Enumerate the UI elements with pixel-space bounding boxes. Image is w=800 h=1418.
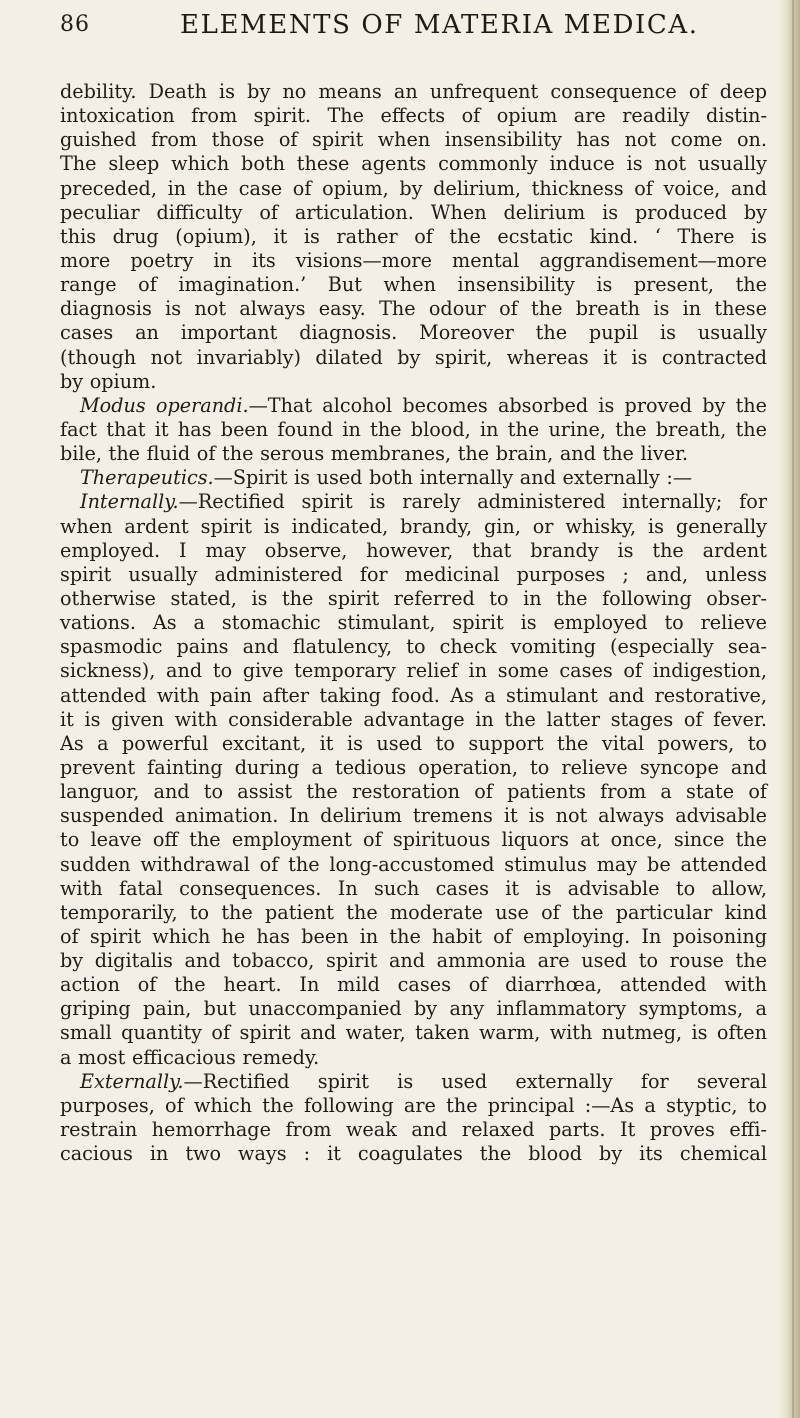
section-heading: Externally. xyxy=(80,1069,184,1093)
text-line xyxy=(60,418,767,442)
line-text: guished from those of spirit when insensibility has not come on. xyxy=(60,128,767,152)
section-heading: Modus operandi. xyxy=(80,393,249,417)
line-text: spasmodic pains and flatulency, to check vomiting (especially sea- xyxy=(60,635,767,659)
running-head: ELEMENTS OF MATERIA MEDICA. xyxy=(180,10,699,40)
line-text: restrain hemorrhage from weak and relaxed parts. It proves effi- xyxy=(60,1118,767,1142)
line-text: As a powerful excitant, it is used to support the vital powers, to xyxy=(60,731,767,755)
line-text: it is given with considerable advantage in the latter stages of fever. xyxy=(60,707,767,731)
text-line xyxy=(60,539,767,563)
text-line xyxy=(60,394,767,418)
text-line xyxy=(60,997,767,1021)
text-line xyxy=(60,297,767,321)
text-line xyxy=(60,1094,767,1118)
page-edge-shadow xyxy=(778,0,800,1418)
line-text: to leave off the employment of spirituous liquors at once, since the xyxy=(60,828,767,852)
line-text: this drug (opium), it is rather of the ecstatic kind. ‘ There is xyxy=(60,224,767,248)
line-text: —Spirit is used both internally and externally :— xyxy=(213,466,693,490)
line-text: spirit usually administered for medicinal purposes ; and, unless xyxy=(60,562,767,586)
line-text: sickness), and to give temporary relief in some cases of indigestion, xyxy=(60,659,767,683)
page-number: 86 xyxy=(60,12,90,37)
line-text: by opium. xyxy=(60,369,157,393)
text-line xyxy=(60,925,767,949)
text-line xyxy=(60,152,767,176)
text-line xyxy=(60,563,767,587)
text-line xyxy=(60,1021,767,1045)
line-text: suspended animation. In delirium tremens it is not always advisable xyxy=(60,804,767,828)
text-line xyxy=(60,321,767,345)
line-text: by digitalis and tobacco, spirit and ammonia are used to rouse the xyxy=(60,949,767,973)
text-line xyxy=(60,177,767,201)
section-heading: Internally. xyxy=(80,490,179,514)
line-text: employed. I may observe, however, that brandy is the ardent xyxy=(60,538,767,562)
text-line xyxy=(60,225,767,249)
text-line xyxy=(60,853,767,877)
line-text: cases an important diagnosis. Moreover the pupil is usually xyxy=(60,321,767,345)
text-line xyxy=(60,780,767,804)
text-line xyxy=(60,466,767,490)
line-text: when ardent spirit is indicated, brandy, gin, or whisky, is generally xyxy=(60,514,767,538)
line-text: bile, the fluid of the serous membranes, the brain, and the liver. xyxy=(60,442,689,466)
text-line xyxy=(60,877,767,901)
text-line xyxy=(60,901,767,925)
line-text: diagnosis is not always easy. The odour of the breath is in these xyxy=(60,297,767,321)
line-text: —That alcohol becomes absorbed is proved by the xyxy=(248,393,767,417)
text-line xyxy=(60,635,767,659)
line-text: cacious in two ways : it coagulates the blood by its chemical xyxy=(60,1142,767,1166)
text-line xyxy=(60,659,767,683)
text-line xyxy=(60,490,767,514)
text-line xyxy=(60,515,767,539)
line-text: languor, and to assist the restoration of patients from a state of xyxy=(60,780,767,804)
text-line xyxy=(60,732,767,756)
text-line xyxy=(60,611,767,635)
text-line xyxy=(60,273,767,297)
line-text: prevent fainting during a tedious operation, to relieve syncope and xyxy=(60,755,767,779)
line-text: fact that it has been found in the blood, in the urine, the breath, the xyxy=(60,417,767,441)
line-text: peculiar difficulty of articulation. When delirium is produced by xyxy=(60,200,767,224)
text-line xyxy=(60,1142,767,1166)
text-line xyxy=(60,201,767,225)
line-text: more poetry in its visions—more mental aggrandisement—more xyxy=(60,248,767,272)
page-header xyxy=(60,10,770,46)
line-text: small quantity of spirit and water, taken warm, with nutmeg, is often xyxy=(60,1021,767,1045)
line-text: The sleep which both these agents commonly induce is not usually xyxy=(60,152,767,176)
line-text: vations. As a stomachic stimulant, spirit is employed to relieve xyxy=(60,611,767,635)
line-text: debility. Death is by no means an unfrequent consequence of deep xyxy=(60,80,767,103)
line-text: of spirit which he has been in the habit of employing. In poisoning xyxy=(60,924,767,948)
line-text: with fatal consequences. In such cases it is advisable to allow, xyxy=(60,876,767,900)
text-line xyxy=(60,1046,767,1070)
text-line xyxy=(60,80,767,104)
text-line xyxy=(60,756,767,780)
text-line xyxy=(60,949,767,973)
text-line xyxy=(60,128,767,152)
text-line xyxy=(60,1070,767,1094)
line-text: griping pain, but unaccompanied by any inflammatory symptoms, a xyxy=(60,997,767,1021)
text-line xyxy=(60,684,767,708)
line-text: purposes, of which the following are the principal :—As a styptic, to xyxy=(60,1093,767,1117)
line-text: action of the heart. In mild cases of diarrhœa, attended with xyxy=(60,973,767,997)
text-line xyxy=(60,587,767,611)
text-line xyxy=(60,346,767,370)
text-line xyxy=(60,804,767,828)
line-text: preceded, in the case of opium, by delirium, thickness of voice, and xyxy=(60,176,767,200)
line-text: (though not invariably) dilated by spirit, whereas it is contracted xyxy=(60,345,767,369)
section-heading: Therapeutics. xyxy=(80,466,214,490)
text-line xyxy=(60,442,767,466)
text-line xyxy=(60,104,767,128)
text-line xyxy=(60,1118,767,1142)
line-text: —Rectified spirit is rarely administered internally; for xyxy=(178,490,767,514)
line-text: attended with pain after taking food. As a stimulant and restorative, xyxy=(60,683,767,707)
body-text xyxy=(60,80,767,1166)
text-line xyxy=(60,249,767,273)
line-text: sudden withdrawal of the long-accustomed stimulus may be attended xyxy=(60,852,767,876)
text-line xyxy=(60,708,767,732)
text-line xyxy=(60,370,767,394)
line-text: a most efficacious remedy. xyxy=(60,1045,320,1069)
line-text: otherwise stated, is the spirit referred to in the following obser- xyxy=(60,586,767,610)
line-text: intoxication from spirit. The effects of opium are readily distin- xyxy=(60,104,767,128)
line-text: temporarily, to the patient the moderate use of the particular kind xyxy=(60,900,767,924)
text-line xyxy=(60,973,767,997)
line-text: range of imagination.’ But when insensibility is present, the xyxy=(60,273,767,297)
line-text: —Rectified spirit is used externally for several xyxy=(183,1069,767,1093)
text-line xyxy=(60,828,767,852)
